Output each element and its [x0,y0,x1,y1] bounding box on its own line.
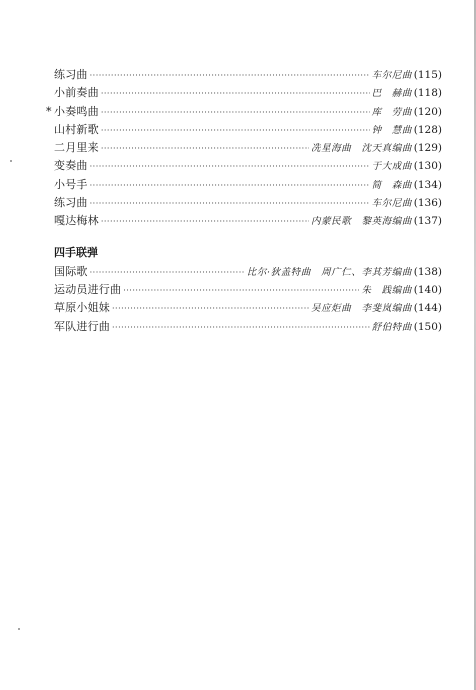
entry-page-number: (137) [413,215,442,228]
dot-leader [90,195,370,213]
entry-page-number: (138) [413,265,442,278]
entry-title: 草原小姐妹 [54,301,110,315]
toc-entry [54,318,442,336]
entry-credit: 内蒙民歌 黎英海编曲 [310,216,412,228]
entry-title: 国际歌 [54,264,88,278]
dot-leader [90,158,370,176]
entry-title: 变奏曲 [54,159,88,173]
toc-entry [54,194,442,212]
entry-title: 练习曲 [54,68,88,81]
dot-leader [101,140,309,158]
entry-page-number: (120) [413,105,442,118]
entry-credit: 比尔·狄盖特曲 周广仁、李其芳编曲 [246,266,412,278]
toc-entry [54,121,442,139]
entry-credit: 车尔尼曲 [371,198,412,210]
entry-title: 运动员进行曲 [54,282,122,296]
entry-credit: 冼星海曲 沈天真编曲 [310,143,412,155]
dot-leader [112,319,370,337]
entry-page-number: (144) [413,302,442,315]
entry-page-number: (129) [413,142,442,155]
entry-title: 嘎达梅林 [54,214,99,228]
entry-title: 小号手 [54,177,88,191]
dot-leader [101,213,309,231]
dot-leader [101,85,370,103]
entry-marker: * [46,104,52,118]
toc-entry [54,212,442,230]
toc-entry [54,66,442,84]
scan-speck [18,628,20,630]
toc-entry [54,299,442,317]
entry-title: 练习曲 [54,196,88,210]
entry-credit: 库 劳曲 [371,106,412,118]
toc-entry [46,103,442,121]
entry-title: 二月里来 [54,141,99,155]
toc-entry [54,263,442,281]
scan-speck [10,160,12,162]
table-of-contents [46,66,442,336]
entry-title: 小前奏曲 [54,86,99,100]
entry-credit: 吴应炬曲 李斐岚编曲 [310,303,412,315]
entry-title: 山村新歌 [54,122,99,136]
entry-credit: 巴 赫曲 [371,88,412,100]
entry-page-number: (130) [413,160,442,173]
entry-page-number: (140) [413,283,442,296]
entry-title: 军队进行曲 [54,319,110,333]
entry-credit: 简 森曲 [371,179,412,191]
entry-page-number: (128) [413,123,442,136]
entry-credit: 于大成曲 [371,161,412,173]
toc-entry [54,281,442,299]
entry-title: 小奏鸣曲 [54,104,99,118]
section-heading-four-hands: 四手联弹 [54,245,98,259]
entry-credit: 舒伯特曲 [371,321,412,333]
toc-section-solo [46,66,442,231]
entry-credit: 车尔尼曲 [371,70,412,81]
dot-leader [112,300,309,318]
entry-page-number: (115) [413,69,442,81]
dot-leader [101,122,370,140]
entry-credit: 朱 践编曲 [361,284,412,296]
dot-leader [90,177,370,195]
entry-credit: 钟 慧曲 [371,124,412,136]
toc-section-four-hands [54,263,442,336]
dot-leader [90,264,245,282]
toc-entry [54,84,442,102]
dot-leader [90,67,370,85]
entry-page-number: (136) [413,197,442,210]
toc-entry [54,157,442,175]
entry-page-number: (118) [413,87,442,100]
toc-entry [54,176,442,194]
dot-leader [101,104,370,122]
entry-page-number: (150) [413,320,442,333]
entry-page-number: (134) [413,178,442,191]
toc-entry [54,139,442,157]
dot-leader [123,282,359,300]
